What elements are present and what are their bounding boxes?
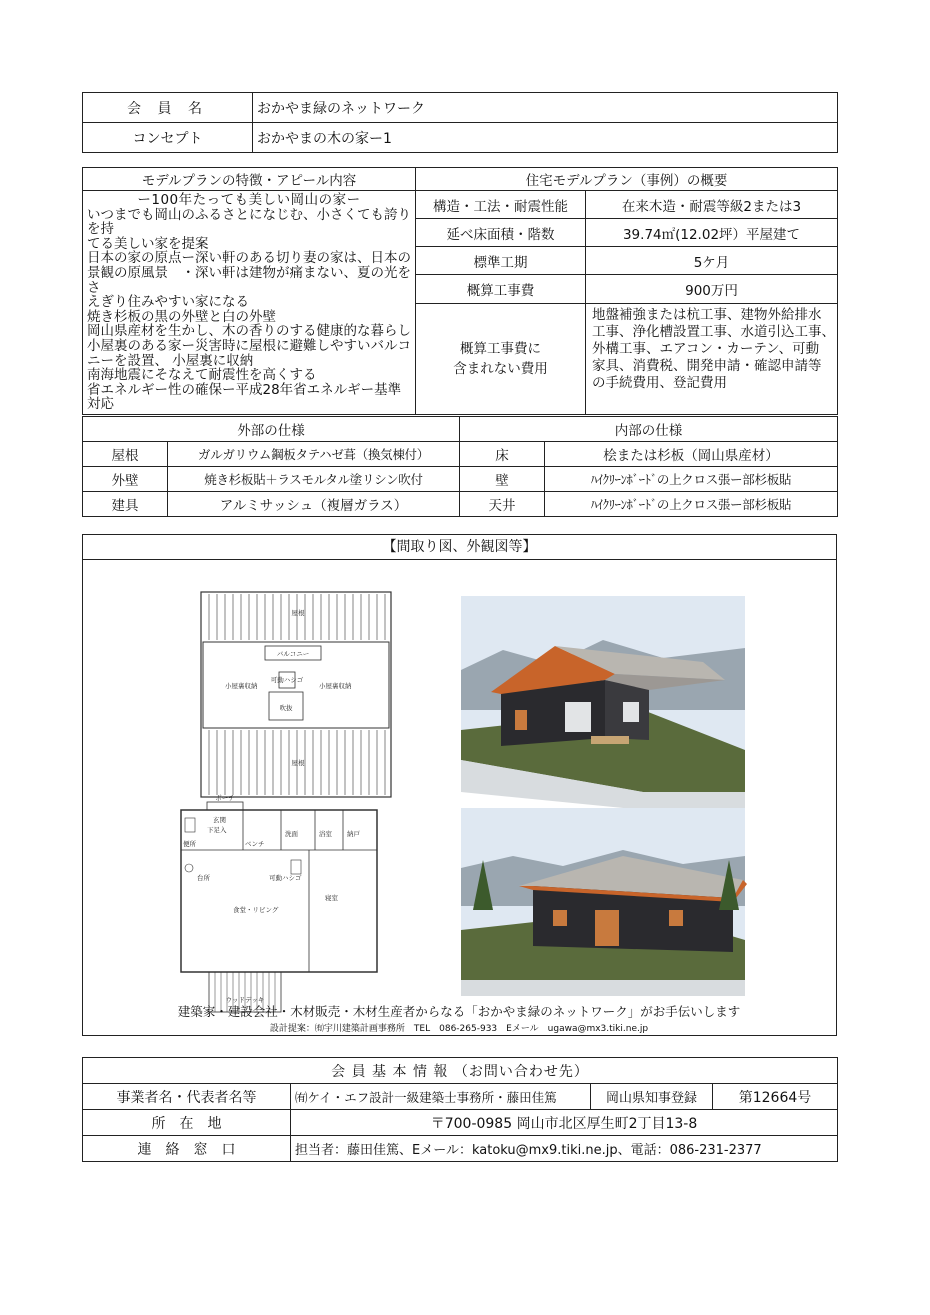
ceiling-value: ﾊｲｸﾘｰﾝﾎﾞｰﾄﾞの上クロス張ー部杉板貼 [545, 492, 838, 517]
plan-table [82, 167, 842, 415]
drawings-canvas [83, 560, 836, 1034]
label-ladder-lower: 可動ハシゴ [269, 874, 302, 882]
roof-label: 屋根 [83, 442, 168, 467]
floor-area-value: 39.74㎡(12.02坪）平屋建て [586, 219, 838, 247]
drawings-header: 【間取り図、外観図等】 [83, 535, 836, 560]
ceiling-label: 天井 [460, 492, 545, 517]
floor-value: 桧または杉板（岡山県産材） [545, 442, 838, 467]
roof-value: ガルガリウム鋼板タテハゼ葺（換気棟付） [168, 442, 460, 467]
period-value: 5ケ月 [586, 247, 838, 275]
member-name-label: 会 員 名 [83, 93, 253, 123]
label-ladder-upper: 可動ハシゴ [270, 676, 304, 684]
address-label: 所 在 地 [83, 1110, 291, 1136]
excluded-label [416, 303, 586, 414]
label-balcony: バルコニー [276, 650, 310, 658]
concept-value: おかやまの木の家ー1 [253, 123, 838, 153]
feature-title: ー100年たっても美しい岡山の家ー [137, 192, 361, 208]
feature-line: 岡山県産材を生かし、木の香りのする健康的な暮らし [87, 323, 411, 340]
business-label: 事業者名・代表者名等 [83, 1084, 291, 1110]
label-kitchen: 台所 [197, 874, 210, 882]
label-shoe-storage: 下足入 [207, 826, 227, 834]
window-value: 担当者：藤田佳篤、Eメール：katoku@mx9.tiki.ne.jp、電話：086-231-2377 [291, 1136, 838, 1162]
structure-value: 在来木造・耐震等級2または3 [586, 191, 838, 219]
feature-line: 小屋裏のある家ー災害時に屋根に避難しやすいバルコ [87, 337, 411, 354]
business-value: ㈲ケイ・エフ設計一級建築士事務所・藤田佳篤 [291, 1084, 591, 1110]
label-attic-storage-1: 小屋裏収納 [225, 682, 258, 690]
registration-label: 岡山県知事登録 [591, 1084, 713, 1110]
label-porch: ポーチ [215, 794, 235, 802]
concept-label: コンセプト [83, 123, 253, 153]
feature-line: ニーを設置、 小屋裏に収納 [87, 352, 254, 369]
interior-header: 内部の仕様 [460, 417, 838, 442]
fittings-label: 建具 [83, 492, 168, 517]
fittings-value: アルミサッシュ（複層ガラス） [168, 492, 460, 517]
label-void: 吹抜 [279, 704, 293, 712]
exterior-view-1 [461, 596, 745, 820]
drawings-box [82, 534, 837, 1036]
label-wood-deck: ウッドデッキ [225, 996, 265, 1004]
label-bench: ベンチ [245, 840, 265, 848]
excluded-value: 地盤補強または杭工事、建物外給排水工事、浄化槽設置工事、水道引込工事、 外構工事、エアコン・カーテン、可動家具、消費税、開発申請・確認申請等の手続費用、登記費用 [586, 303, 838, 414]
spec-table [82, 416, 838, 517]
label-washroom: 洗面 [285, 830, 298, 838]
wall-value: 焼き杉板貼＋ラスモルタル塗リシン吹付 [168, 467, 460, 492]
feature-line: いつまでも岡山のふるさとになじむ、小さくても誇りを持 [87, 206, 411, 238]
floor-label: 床 [460, 442, 545, 467]
feature-line: えぎり住みやすい家になる [87, 294, 249, 311]
features-cell [83, 191, 416, 415]
label-bath: 浴室 [319, 830, 332, 838]
contact-header: 会 員 基 本 情 報 （お問い合わせ先） [83, 1058, 838, 1084]
label-bedroom: 寝室 [325, 894, 338, 902]
structure-label: 構造・工法・耐震性能 [416, 191, 586, 219]
member-name-value: おかやま緑のネットワーク [253, 93, 838, 123]
interior-wall-label: 壁 [460, 467, 545, 492]
registration-number: 第12664号 [713, 1084, 838, 1110]
floor-area-label: 延べ床面積・階数 [416, 219, 586, 247]
wall-label: 外壁 [83, 467, 168, 492]
designer-info: 設計提案：㈲宇川建築計画事務所 TEL 086-265-933 Eメール ugawa@mx3.tiki.ne.jp [269, 1024, 649, 1034]
feature-line: 南海地震にそなえて耐震性を高くする [87, 367, 317, 384]
label-roof-1: 屋根 [291, 609, 305, 617]
member-table [82, 92, 838, 153]
contact-table [82, 1057, 838, 1162]
window-label: 連 絡 窓 口 [83, 1136, 291, 1162]
exterior-view-2 [461, 808, 747, 996]
cost-value: 900万円 [586, 275, 838, 303]
feature-line: てる美しい家を提案 [87, 235, 209, 252]
drawings-caption: 建築家・建設会社・木材販売・木材生産者からなる「おかやま緑のネットワーク」がお手伝いします [177, 1004, 741, 1019]
feature-line: 焼き杉板の黒の外壁と白の外壁 [87, 308, 276, 325]
excluded-label-line1: 概算工事費に [460, 340, 541, 357]
excluded-label-line2: 含まれない費用 [453, 360, 548, 377]
label-attic-storage-2: 小屋裏収納 [319, 682, 352, 690]
label-entrance: 玄関 [213, 816, 226, 824]
feature-line: 景観の原風景 ・深い軒は建物が痛まない、夏の光をさ [87, 264, 411, 296]
label-toilet: 便所 [183, 840, 196, 848]
feature-line: 対応 [87, 396, 114, 413]
feature-line: 省エネルギー性の確保ー平成28年省エネルギー基準 [87, 381, 402, 398]
feature-line: 日本の家の原点ー深い軒のある切り妻の家は、日本の [87, 250, 411, 267]
period-label: 標準工期 [416, 247, 586, 275]
label-roof-2: 屋根 [291, 759, 305, 767]
address-value: 〒700-0985 岡山市北区厚生町2丁目13-8 [291, 1110, 838, 1136]
interior-wall-value: ﾊｲｸﾘｰﾝﾎﾞｰﾄﾞの上クロス張ー部杉板貼 [545, 467, 838, 492]
label-dining-living: 食堂・リビング [233, 906, 279, 914]
label-storage: 納戸 [347, 830, 360, 838]
overview-header: 住宅モデルプラン（事例）の概要 [416, 168, 838, 191]
cost-label: 概算工事費 [416, 275, 586, 303]
exterior-header: 外部の仕様 [83, 417, 460, 442]
features-header: モデルプランの特徴・アピール内容 [83, 168, 416, 191]
